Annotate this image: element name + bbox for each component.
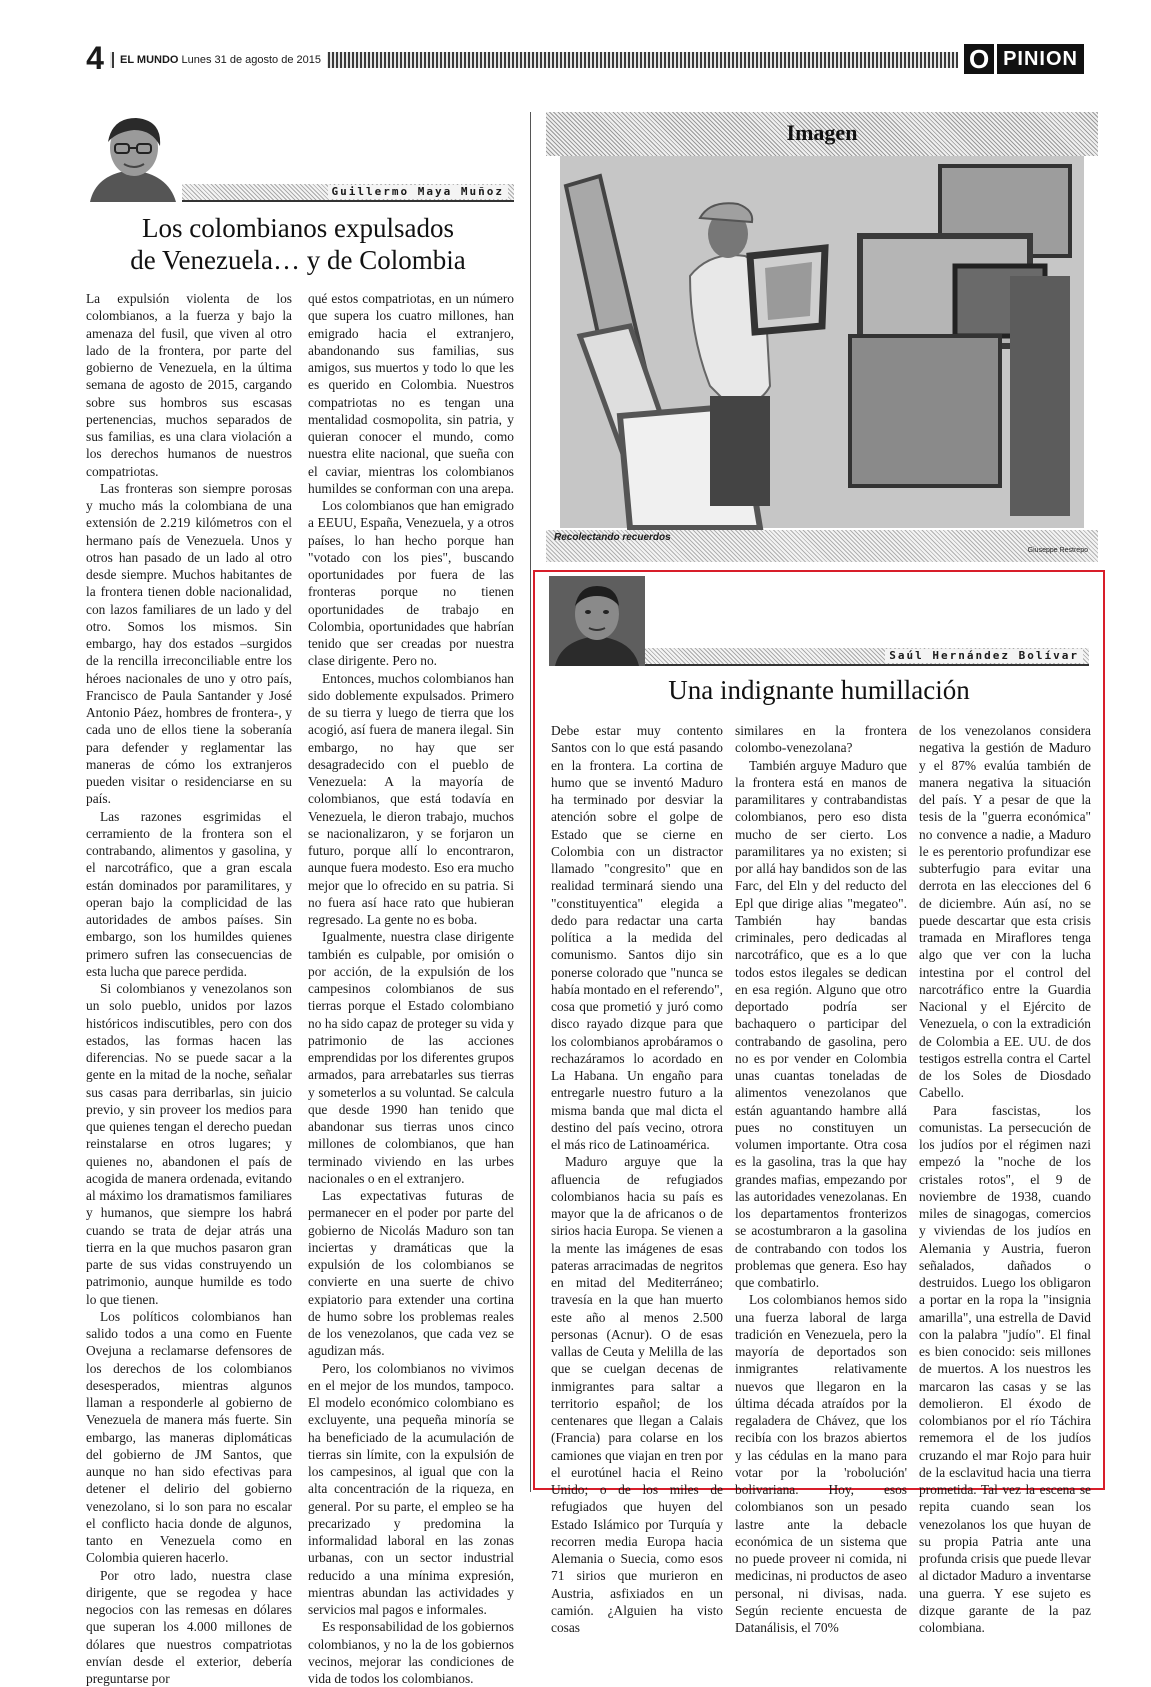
left-title-line1: Los colombianos expulsados — [82, 212, 514, 244]
paragraph: La expulsión violenta de los colombianos, a la fuerza y bajo la amenaza del fusil, que viven al otro lado de la frontera, por parte del gobierno de Venezuela, en la última semana de agosto de 2015, cargando sobre sus hombros sus escasas pertenencias, muchos separados de sus familias, es una clara violación a los derechos humanos de nuestros compatriotas. — [86, 290, 292, 480]
paragraph: Para fascistas, los comunistas. La persecución de los judíos por el régimen nazi empezó la "noche de los cristales rotos", el 9 de noviembre de 1938, cuando miles de sinagogas, comercios y viviendas de los judíos en Alemania y Austria, fueron señalados, dañados o destruidos. Luego los obligaron a portar en la ropa la "insignia amarilla", una estrella de David con la palabra "judío". El final es bien conocido: seis millones de muertos. A los nuestros les marcaron las casas y se las demolieron. El éxodo de colombianos por el río Táchira rememora el de los judíos cruzando el mar Rojo para huir de la esclavitud hacia una tierra prometida. Tal vez la escena se repita cuando sean los venezolanos los que huyan de su propia Patria ante una profunda crisis que puede llevar al dictador Maduro a inventarse una guerra. Y ese sujeto es dizque garante de la paz colombiana. — [919, 1102, 1091, 1637]
paragraph: Maduro arguye que la afluencia de refugiados colombianos hacia su país es mayor que la de africanos o de sirios hacia Europa. Se vienen a la mente las imágenes de esas pateras arracimadas de negritos en mitad del Mediterráneo; travesía en la que han muerto este año al menos 2.500 personas (Acnur). O de esas vallas de Ceuta y Melilla de las que se cuelgan decenas de inmigrantes para saltar a territorio español; de los centenares que llegan a Calais (Francia) para colarse en los camiones que viajan en tren por el eurotúnel hacia el Reino Unido; o de los miles de refugiados que huyen del Estado Islámico por Turquía y recorren media Europa hacia Alemania o Suecia, como esos 71 sirios que murieron en Austria, asfixiados en un camión. ¿Alguien ha visto cosas — [551, 1153, 723, 1636]
paragraph: También arguye Maduro que la frontera está en manos de paramilitares y contrabandistas colombianos, pero eso dista mucho de ser cierto. Los paramilitares ya no existen; si por allá hay bandidos son de las Farc, del Eln y del reducto del Epl que dirige alias "megateo". También hay bandas criminales, pero dedicadas al narcotráfico, que es a lo que todos estos ilegales se dedican en esa región. Alguno que otro deportado podría ser bachaquero o participar del contrabando de gasolina, pero no es por vender en Colombia unas cuantas toneladas de alimentos venezolanos que están aguantando hambre allá pues no constituyen un volumen importante. Otra cosa es la gasolina, tras la que hay grandes mafias, empezando por las autoridades venezolanas. En los departamentos fronterizos se acostumbraron a la gasolina de contrabando con todos los problemas que genera. Eso hay que combatirlo. — [735, 757, 907, 1292]
paragraph: qué estos compatriotas, en un número que supera los cuatro millones, han emigrado hacia el extranjero, abandonando sus familias, sus amigos, sus muertos y todo lo que les es querido en Colombia. Nuestros compatriotas no es tengan una mentalidad cosmopolita, sin patria, y quieran conocer el mundo, como nuestra elite nacional, que sueña con el caviar, mientras los colombianos humildes se conforman con una arepa. — [308, 290, 514, 497]
right-author-header — [549, 576, 1089, 666]
right-article-body — [551, 722, 1091, 1484]
paragraph: Las razones esgrimidas el cerramiento de la frontera son el contrabando, alimentos y gasolina, y el narcotráfico, que a gran escala están dominados por paramilitares, y operan bajo la complicidad de las autoridades de ambos países. Sin embargo, son los humildes quienes primero sufren las consecuencias de esta lucha que parece perdida. — [86, 808, 292, 981]
issue-date: Lunes 31 de agosto de 2015 — [182, 54, 321, 66]
paragraph: de los venezolanos considera negativa la gestión de Maduro y el 87% evalúa también de manera negativa la situación del país. Y a pesar de que la tesis de la "guerra económica" no convence a nadie, a Maduro le es perentorio profundizar ese subterfugio para evitar una derrota en las elecciones del 6 de diciembre. Aún así, no se puede descartar que esta crisis tramada en Miraflores tenga algo que ver con la lucha intestina por el control del narcotráfico entre la Guardia Nacional y el Ejército de Venezuela, o con la extradición de Colombia a EE. UU. de dos testigos estrella contra el Cartel de los Soles de Diosdado Cabello. — [919, 722, 1091, 1102]
right-column-2 — [735, 722, 907, 1484]
column-divider — [530, 112, 531, 1492]
section-name: PINION — [997, 44, 1084, 74]
left-article-title — [82, 212, 514, 276]
right-column-3 — [919, 722, 1091, 1484]
right-column-1 — [551, 722, 723, 1484]
section-label — [958, 44, 1084, 74]
paragraph: Es responsabilidad de los gobiernos colombianos, y no la de los gobiernos vecinos, mejorar las condiciones de vida de todos los colombianos. — [308, 1618, 514, 1687]
paragraph: Las fronteras son siempre porosas y mucho más la colombiana de una extensión de 2.219 kilómetros con el hermano país de Venezuela. Unos y otros han pasado de un lado al otro desde siempre. Muchos habitantes de la frontera tienen doble nacionalidad, con lazos familiares de un lado y del otro. Somos los mismos. Sin embargo, hay dos estados –surgidos de la rencilla irreconciliable entre los héroes nacionales de uno y otro país, Francisco de Paula Santander y José Antonio Páez, hombres de frontera-, y cada uno de ellos tiene la soberanía para defender y reglamentar las maneras de cómo los extranjeros pueden visitar o residenciarse en su país. — [86, 480, 292, 808]
paragraph: Los colombianos hemos sido una fuerza laboral de larga tradición en Venezuela, pero la mayoría de deportados son inmigrantes relativamente nuevos que llegaron en la última década atraídos por la regaladera de Chávez, que los recibía con los brazos abiertos y las cédulas en la mano para votar por la 'robolución' bolivariana. Hoy, esos colombianos son un pesado lastre ante la debacle económica de un sistema que no puede proveer ni comida, ni medicinas, ni productos de aseo personal, ni divisas, nada. Según reciente encuesta de Datanálisis, el 70% — [735, 1291, 907, 1636]
paragraph: Los colombianos que han emigrado a EEUU, España, Venezuela, y a otros países, lo han hecho porque han "votado con los pies", buscando oportunidades por fuera de las fronteras porque no tienen oportunidades de trabajo en Colombia, oportunidades que habrían tenido que ser creadas por nuestra clase dirigente. Pero no. — [308, 497, 514, 670]
masthead-info — [114, 50, 327, 70]
photo-caption: Recolectando recuerdos — [554, 530, 671, 546]
author-portrait-saul — [549, 576, 645, 666]
right-article-title: Una indignante humillación — [549, 674, 1089, 706]
left-author-name: Guillermo Maya Muñoz — [328, 185, 508, 199]
image-box-header — [546, 112, 1098, 156]
paragraph: Pero, los colombianos no vivimos en el mejor de los mundos, tampoco. El modelo económico colombiano es excluyente, una pequeña minoría se ha beneficiado de la acumulación de tierras sin límite, con la expulsión de los campesinos, al igual que con la alta concentración de la riqueza, en general. Por su parte, el empleo se ha precarizado y predomina la informalidad laboral en las zonas urbanas, con un sector industrial reducido a una mínima expresión, mientras abundan las actividades y servicios mal pagos e informales. — [308, 1360, 514, 1619]
left-title-line2: de Venezuela… y de Colombia — [82, 244, 514, 276]
left-column-1 — [86, 290, 292, 1490]
paragraph: Igualmente, nuestra clase dirigente también es culpable, por omisión o por acción, de la expulsión de los campesinos colombianos de sus tierras porque el Estado colombiano no ha sido capaz de proteger su vida y patrimonio de las acciones emprendidas por los diferentes grupos armados, para arrebatarles sus tierras y someterlos a su voluntad. Se calcula que desde 1990 han tenido que abandonar sus tierras unos cinco millones de colombianos, que han terminado viviendo en las urbes nacionales o en el extranjero. — [308, 928, 514, 1187]
paragraph: Debe estar muy contento Santos con lo que está pasando en la frontera. La cortina de humo que se inventó Maduro ha terminado por desviar la atención sobre el golpe de Estado que se cierne en Colombia con un distractor llamado "congresito" que en realidad terminará siendo una "constituyentica" elegida a dedo para redactar una carta política a la medida del comunismo. Santos dijo sin ponerse colorado que "nunca se había montado en el referendo", cosa que prometió y juró como disco rayado dizque para que los colombianos aprobáramos o rechazáramos lo acordado en La Habana. Un engaño para entregarle nuestro futuro a la misma banda que mal dicta el destino del país vecino, otrora el más rico de Latinoamérica. — [551, 722, 723, 1153]
photo-credit: Giuseppe Restrepo — [1028, 544, 1088, 558]
page-number: 4 — [80, 40, 110, 76]
author-portrait-guillermo — [82, 112, 182, 202]
paragraph: similares en la frontera colombo-venezolana? — [735, 722, 907, 757]
paper-name: EL MUNDO — [120, 54, 178, 66]
left-column-2 — [308, 290, 514, 1490]
left-article-body — [86, 290, 514, 1490]
masthead — [80, 44, 1084, 76]
right-author-name: Saúl Hernández Bolívar — [885, 649, 1083, 663]
paragraph: Si colombianos y venezolanos son un solo pueblo, unidos por lazos históricos indiscutibles, pero con dos estados, las formas hacen las diferencias. No se puede sacar a la gente en la mitad de la noche, señalar sus casas para derribarlas, sin juicio previo, y sin proveer los medios para que quienes tengan el derecho puedan reinstalarse en otros lugares; y quienes no, abandonen el país de acogida de manera ordenada, evitando al máximo los dramatismos familiares y humanos, que siempre los habrá cuando se trata de dejar atrás una tierra en la que muchos pasaron gran parte de sus vidas construyendo un patrimonio, aunque humilde es todo lo que tienen. — [86, 980, 292, 1308]
paragraph: Los políticos colombianos han salido todos a una como en Fuente Ovejuna a reclamarse defensores de los derechos de los colombianos desesperados, mientras algunos llaman a responderle al gobierno de Venezuela de manera más fuerte. Sin embargo, las maneras diplomáticas del gobierno de JM Santos, que aunque no han sido efectivas para detener el delirio del gobierno venezolano, si lo son para no escalar el conflicto hacia donde de algunos, tanto en Venezuela como en Colombia quieren hacerlo. — [86, 1308, 292, 1567]
section-initial: O — [964, 44, 994, 74]
paragraph: Entonces, muchos colombianos han sido doblemente expulsados. Primero de su tierra y luego de tierra que los acogió, así fuera de manera ilegal. Sin embargo, no hay que ser desagradecido con el pueblo de Venezuela: A la mayoría de colombianos, que está todavía en Venezuela, le dieron trabajo, muchos se nacionalizaron, y se forjaron un futuro, porque allí lo encontraron, aunque fuera modesto. Eso era mucho mejor que lo ofrecido en su patria. Si no fuera así hace rato que hubieran regresado. La gente no es boba. — [308, 670, 514, 929]
paragraph: Las expectativas futuras de permanecer en el poder por parte del gobierno de Nicolás Maduro son tan inciertas y dramáticas que la expulsión de los colombianos se convierte en una suerte de chivo expiatorio para extender una cortina de humo sobre los problemas reales de los venezolanos, que cada vez se agudizan más. — [308, 1187, 514, 1360]
paragraph: Por otro lado, nuestra clase dirigente, que se regodea y hace negocios con las remesas en dólares que superan los 4.000 millones de dólares que nuestros compatriotas envían desde el exterior, debería preguntarse por — [86, 1567, 292, 1687]
caption-bar — [546, 530, 1098, 562]
left-author-header — [82, 112, 514, 202]
image-box-title: Imagen — [546, 120, 1098, 146]
photo-frame-workshop — [560, 156, 1084, 528]
image-box — [546, 112, 1098, 562]
